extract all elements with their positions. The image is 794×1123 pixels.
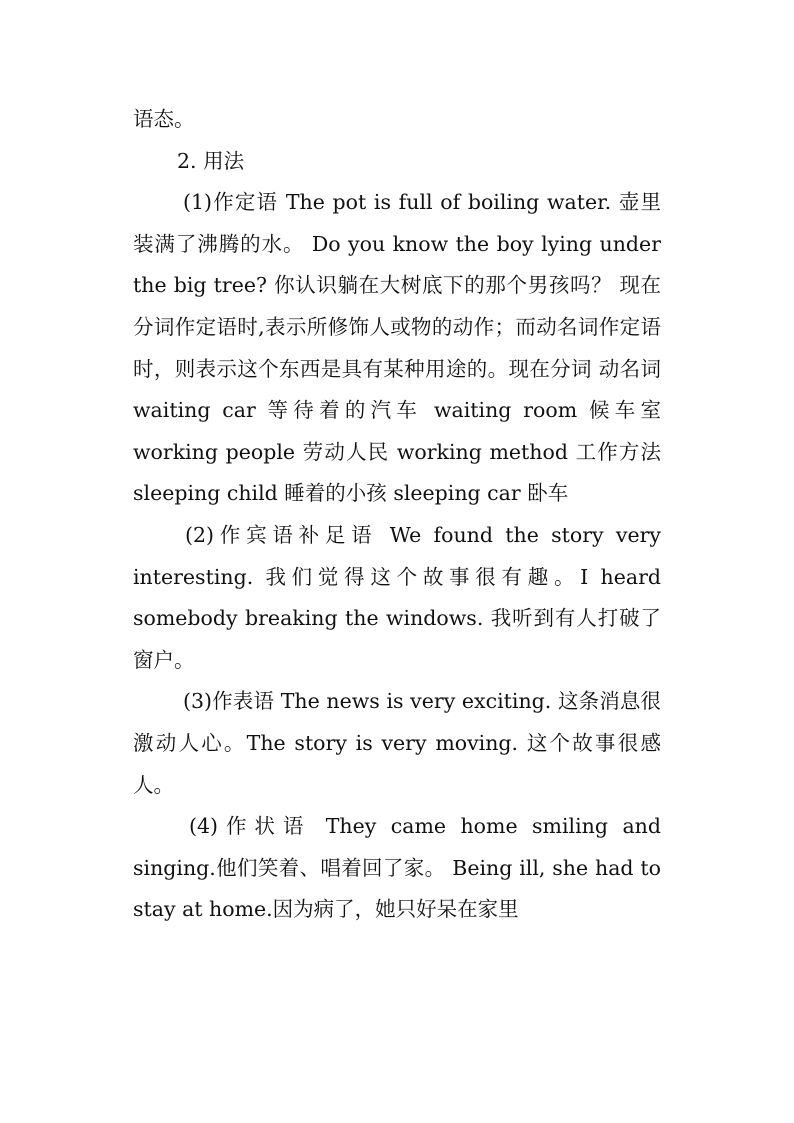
paragraph-predicative: (3)作表语 The news is very exciting. 这条消息很激动人心。The story is very moving. 这个故事很感人。 xyxy=(133,689,661,797)
document-page xyxy=(133,99,661,931)
paragraph-object-complement: (2)作宾语补足语 We found the story very interesting. 我们觉得这个故事很有趣。I heard somebody breaking the windows. 我听到有人打破了窗户。 xyxy=(133,522,661,672)
paragraph-voice-tail: 语态。 xyxy=(133,107,195,131)
section-heading-usage: 2. 用法 xyxy=(177,148,245,173)
paragraph-attributive: (1)作定语 The pot is full of boiling water. 壶里装满了沸腾的水。 Do you know the boy lying under the big tree? 你认识躺在大树底下的那个男孩吗？ 现在分词作定语时,表示所修饰人或物的动作；而动名词作定语时，则表示这个东西是具有某种用途的。现在分词 动名词 waiting car 等待着的汽车 waiting room 候车室 working people 劳动人民 working method 工作方法 sleeping child 睡着的小孩 sleeping car 卧车 xyxy=(133,190,661,506)
paragraph-adverbial: (4)作状语 They came home smiling and singing.他们笑着、唱着回了家。 Being ill, she had to stay at home.因为病了，她只好呆在家里 xyxy=(133,814,661,922)
